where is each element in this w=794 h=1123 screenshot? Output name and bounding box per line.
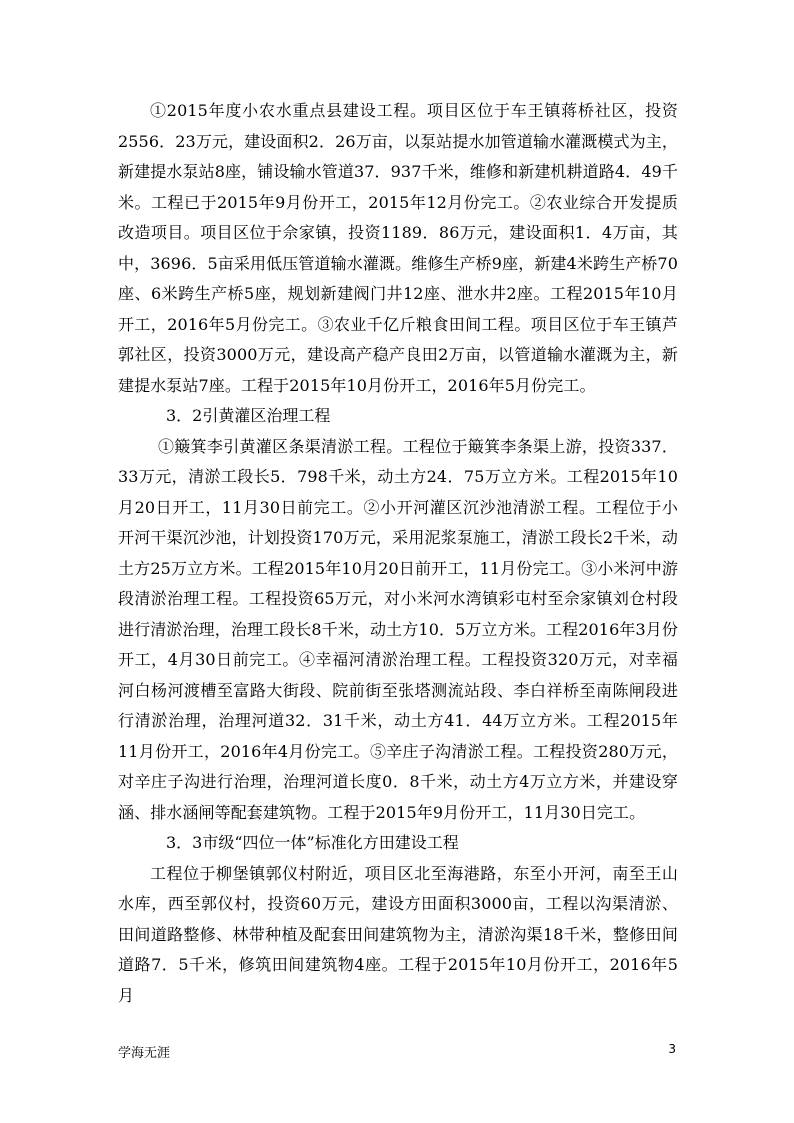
page-number: 3 <box>668 1042 676 1056</box>
section-heading-3-3: 3．3市级“四位一体”标准化方田建设工程 <box>166 833 459 852</box>
document-body <box>118 96 678 1011</box>
paragraph-small-water-projects: ①2015年度小农水重点县建设工程。项目区位于车王镇蒋桥社区，投资2556．23万元，建设面积2．26万亩，以泵站提水加管道输水灌溉模式为主，新建提水泵站8座，铺设输水管道37．937千米，维修和新建机耕道路4．49千米。工程已于2015年9月份开工，2015年12月份完工。②农业综合开发提质改造项目。项目区位于佘家镇，投资1189．86万元，建设面积1．4万亩，其中，3696．5亩采用低压管道输水灌溉。维修生产桥9座，新建4米跨生产桥70座、6米跨生产桥5座，规划新建阀门井12座、泄水井2座。工程2015年10月开工，2016年5月份完工。③农业千亿斤粮食田间工程。项目区位于车王镇芦郭社区，投资3000万元，建设高产稳产良田2万亩，以管道输水灌溉为主，新建提水泵站7座。工程于2015年10月份开工，2016年5月份完工。 <box>118 101 678 395</box>
section-heading-3-2: 3．2引黄灌区治理工程 <box>166 406 331 425</box>
paragraph-standard-field-project: 工程位于柳堡镇郭仪村附近，项目区北至海港路，东至小开河，南至王山水库，西至郭仪村，投资60万元，建设方田面积3000亩，工程以沟渠清淤、田间道路整修、林带种植及配套田间建筑物为主，清淤沟渠18千米，整修田间道路7．5千米，修筑田间建筑物4座。工程于2015年10月份开工，2016年5月 <box>118 863 678 1005</box>
paragraph-yellow-river-irrigation: ①簸箕李引黄灌区条渠清淤工程。工程位于簸箕李条渠上游，投资337．33万元，清淤工段长5．798千米，动土方24．75万立方米。工程2015年10月20日开工，11月30日前完工。②小开河灌区沉沙池清淤工程。工程位于小开河干渠沉沙池，计划投资170万元，采用泥浆泵施工，清淤工段长2千米，动土方25万立方米。工程2015年10月20日前开工，11月份完工。③小米河中游段清淤治理工程。工程投资65万元，对小米河水湾镇彩屯村至佘家镇刘仓村段进行清淤治理，治理工段长8千米，动土方10．5万立方米。工程2016年3月份开工，4月30日前完工。④幸福河清淤治理工程。工程投资320万元，对幸福河白杨河渡槽至富路大街段、院前街至张塔测流站段、李白祥桥至南陈闸段进行清淤治理，治理河道32．31千米，动土方41．44万立方米。工程2015年11月份开工，2016年4月份完工。⑤辛庄子沟清淤工程。工程投资280万元，对辛庄子沟进行治理，治理河道长度0．8千米，动土方4万立方米，并建设穿涵、排水涵闸等配套建筑物。工程于2015年9月份开工，11月30日完工。 <box>118 436 678 822</box>
footer-motto: 学海无涯 <box>118 1046 171 1061</box>
